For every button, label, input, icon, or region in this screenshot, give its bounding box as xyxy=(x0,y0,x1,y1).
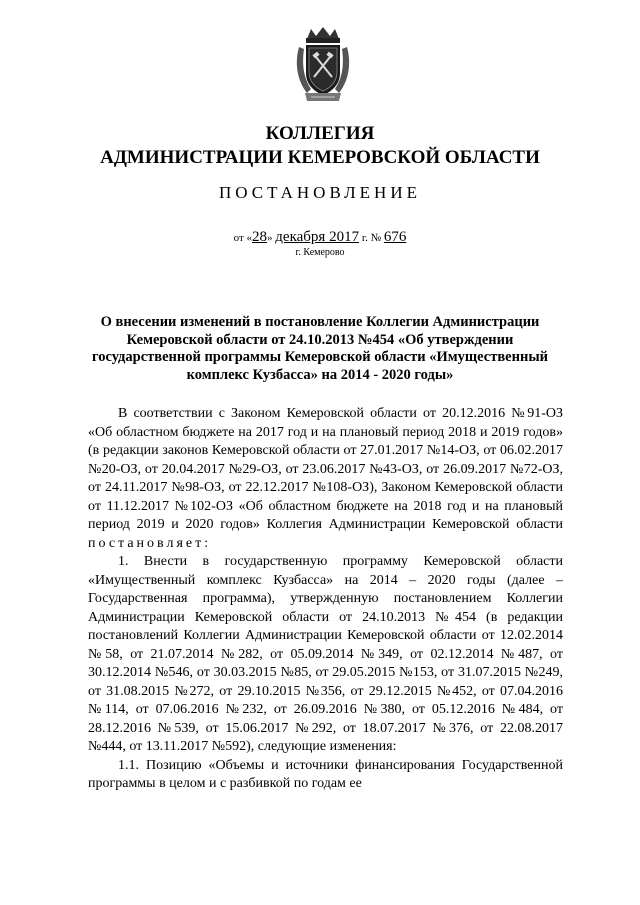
date-day: 28 xyxy=(252,229,268,245)
document-body xyxy=(88,405,563,794)
document-number: 676 xyxy=(383,229,407,245)
date-prefix: от « xyxy=(233,232,253,244)
preamble-text: В соответствии с Законом Кемеровской области от 20.12.2016 №91-ОЗ «Об областном бюджете на 2017 год и на плановый период 2018 и 2019 годов» (в редакции законов Кемеровской области от 27.01.2017 №14-ОЗ, от 06.02.2017 №20-ОЗ, от 20.04.2017 №29-ОЗ, от 23.06.2017 №43-ОЗ, от 26.09.2017 №72-ОЗ, от 24.11.2017 №98-ОЗ, от 22.12.2017 №108-ОЗ), Законом Кемеровской области от 11.12.2017 №102-ОЗ «Об областном бюджете на 2018 год и на плановый период 2019 и 2020 годов» Коллегия Администрации Кемеровской области xyxy=(88,406,563,532)
organization-name-line1: КОЛЛЕГИЯ xyxy=(265,123,375,144)
resolves-word: постановляет: xyxy=(88,535,212,551)
organization-name-line2: АДМИНИСТРАЦИИ КЕМЕРОВСКОЙ ОБЛАСТИ xyxy=(100,147,540,168)
body-paragraph-2: 1. Внести в государственную программу Кемеровской области «Имущественный комплекс Кузбасса» на 2014 – 2020 годы (далее – Государственная программа), утвержденную постановлением Коллегии Администрации Кемеровской области от 24.10.2013 №454 (в редакции постановлений Коллегии Администрации Кемеровской области от 12.02.2014 №58, от 21.07.2014 №282, от 05.09.2014 №349, от 02.12.2014 №487, от 30.12.2014 №546, от 30.03.2015 №85, от 29.05.2015 №153, от 31.07.2015 №249, от 31.08.2015 №272, от 29.10.2015 №356, от 29.12.2015 №452, от 07.04.2016 №114, от 07.06.2016 №232, от 26.09.2016 №380, от 05.12.2016 №484, от 28.12.2016 №539, от 15.06.2017 №292, от 18.07.2017 №376, от 22.08.2017 №444, от 13.11.2017 №592), следующие изменения: xyxy=(88,554,563,754)
date-separator: » xyxy=(267,232,276,244)
document-date-line xyxy=(0,228,640,247)
document-city: г. Кемерово xyxy=(295,247,345,258)
document-title: О внесении изменений в постановление Коллегии Администрации Кемеровской области от 24.10.2013 №454 «Об утверждении государственной программы Кемеровской области «Имущественный комплекс Кузбасса» на 2014 - 2020 годы» xyxy=(91,314,548,383)
document-type: ПОСТАНОВЛЕНИЕ xyxy=(218,183,421,202)
body-paragraph-3: 1.1. Позицию «Объемы и источники финансирования Государственной программы в целом и с разбивкой по годам ее xyxy=(88,757,563,791)
body-paragraph-1 xyxy=(88,405,563,553)
coat-of-arms-icon xyxy=(293,25,353,105)
date-year-suffix: г. № xyxy=(359,232,382,244)
date-month-year: декабря 2017 xyxy=(275,229,360,245)
